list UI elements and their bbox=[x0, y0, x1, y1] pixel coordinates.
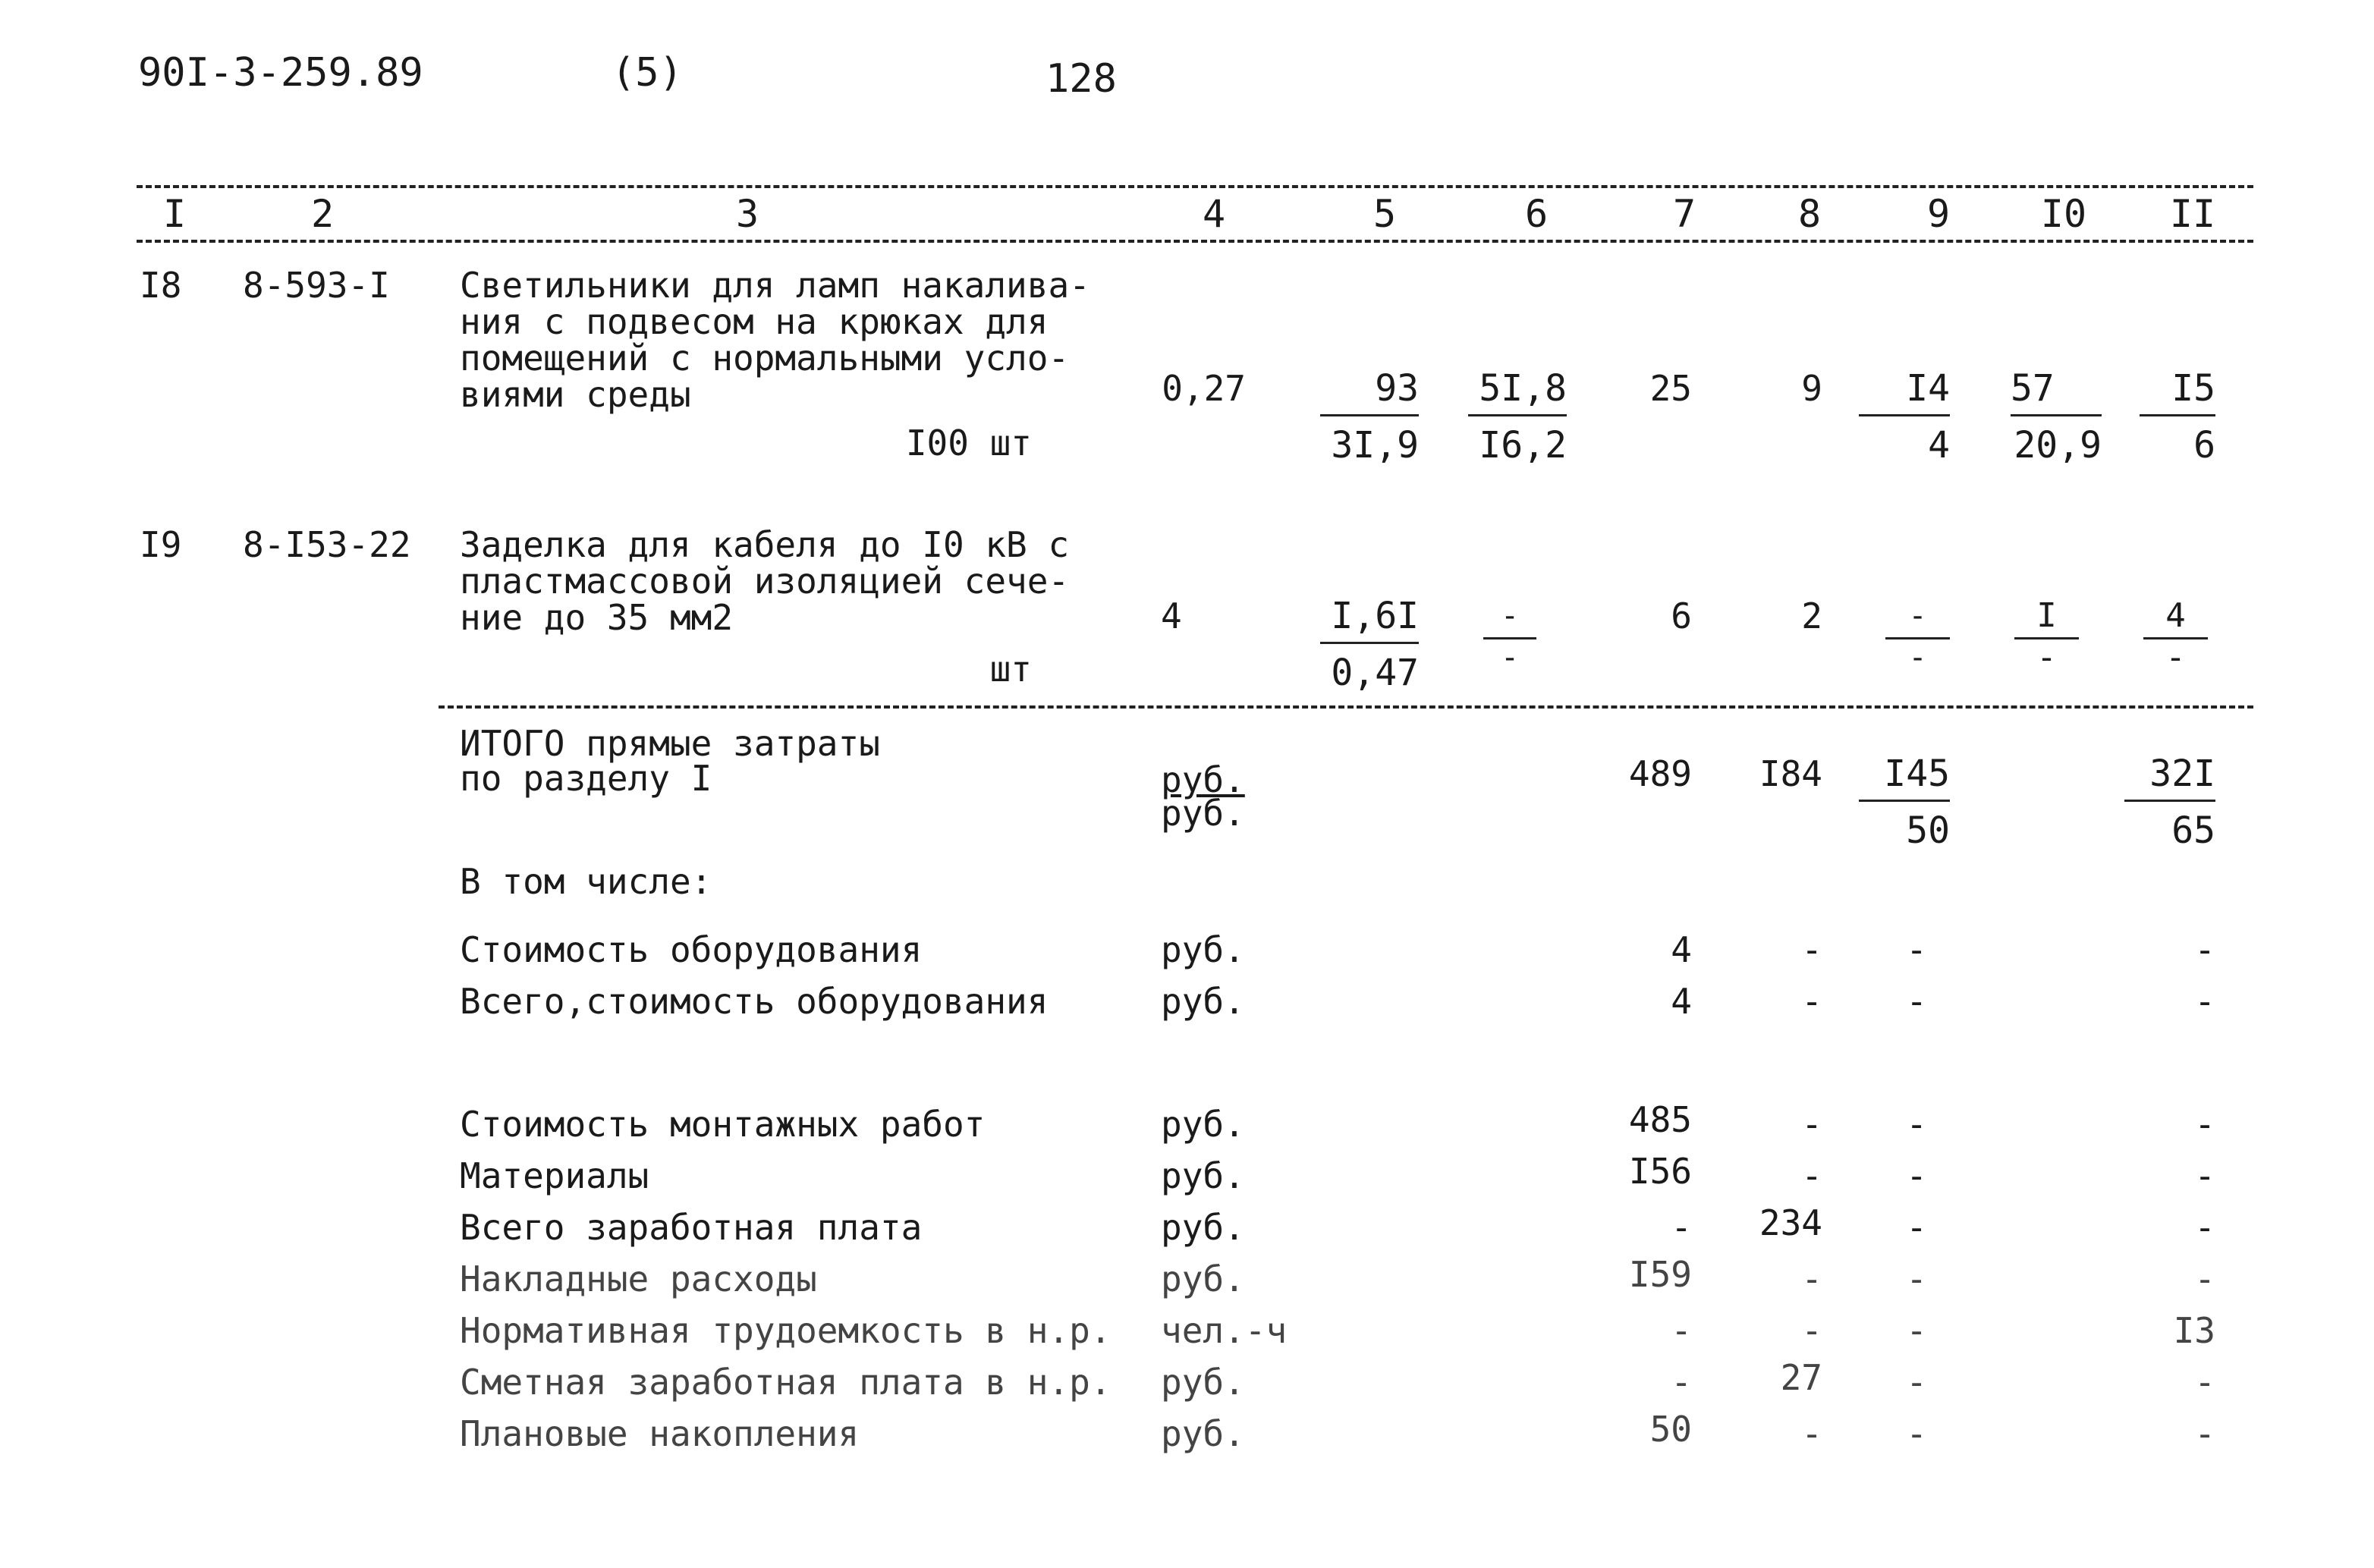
summary-label: Накладные расходы bbox=[460, 1258, 817, 1299]
labor-total-fraction bbox=[2140, 367, 2215, 467]
totals-wage: I84 bbox=[1759, 753, 1822, 794]
fraction-numerator: I4 bbox=[1859, 370, 1950, 416]
summary-c8: 27 bbox=[1780, 1357, 1822, 1398]
item-description-line: ние до 35 мм2 bbox=[460, 597, 734, 638]
summary-c8: - bbox=[1801, 981, 1822, 1022]
totals-unit: руб. bbox=[1161, 793, 1245, 834]
summary-c11: - bbox=[2194, 929, 2215, 970]
fraction-denominator: 20,9 bbox=[2014, 424, 2102, 467]
column-header-11: II bbox=[2169, 192, 2216, 236]
summary-c11: - bbox=[2194, 981, 2215, 1022]
fraction-numerator: I bbox=[2014, 598, 2079, 639]
labor-fraction bbox=[2011, 367, 2102, 467]
wage-cost: 2 bbox=[1801, 595, 1822, 636]
row-number: I9 bbox=[140, 524, 182, 565]
summary-c8: - bbox=[1801, 1155, 1822, 1196]
totals-cost: 489 bbox=[1628, 753, 1692, 794]
fraction-numerator: 32I bbox=[2124, 756, 2215, 802]
fraction-denominator: 3I,9 bbox=[1331, 424, 1419, 467]
summary-c7: I56 bbox=[1628, 1151, 1692, 1192]
summary-c7: - bbox=[1671, 1207, 1692, 1248]
summary-c9: - bbox=[1906, 929, 1927, 970]
summary-unit: руб. bbox=[1161, 1258, 1245, 1299]
summary-label: Всего,стоимость оборудования bbox=[460, 981, 1049, 1022]
page-number: 128 bbox=[1046, 56, 1117, 102]
unit-cost-fraction bbox=[1320, 367, 1419, 467]
item-description-line: пластмассовой изоляцией сече- bbox=[460, 561, 1070, 602]
item-description-line: Светильники для ламп накалива- bbox=[460, 265, 1090, 306]
summary-unit: руб. bbox=[1161, 981, 1245, 1022]
unit-cost-fraction bbox=[1483, 598, 1536, 676]
fraction-denominator: 0,47 bbox=[1331, 652, 1419, 694]
column-header-8: 8 bbox=[1797, 192, 1822, 236]
summary-c8: - bbox=[1801, 929, 1822, 970]
summary-c11: - bbox=[2194, 1413, 2215, 1454]
fraction-numerator: 4 bbox=[2143, 598, 2208, 639]
summary-c9: - bbox=[1906, 1104, 1927, 1145]
summary-c9: - bbox=[1906, 1155, 1927, 1196]
summary-c11: I3 bbox=[2173, 1310, 2215, 1351]
totals-labor-fraction bbox=[2124, 753, 2215, 852]
summary-c8: - bbox=[1801, 1258, 1822, 1299]
summary-label: Материалы bbox=[460, 1155, 649, 1196]
summary-c8: 234 bbox=[1759, 1202, 1822, 1243]
summary-c9: - bbox=[1906, 1258, 1927, 1299]
summary-c11: - bbox=[2194, 1362, 2215, 1403]
fraction-numerator: I,6I bbox=[1320, 598, 1419, 644]
fraction-denominator: I6,2 bbox=[1479, 424, 1567, 467]
fraction-numerator: 93 bbox=[1320, 370, 1419, 416]
row-number: I8 bbox=[140, 265, 182, 306]
column-header-7: 7 bbox=[1672, 192, 1696, 236]
machine-cost-fraction bbox=[1885, 598, 1950, 676]
summary-c11: - bbox=[2194, 1104, 2215, 1145]
measure-unit: I00 шт bbox=[905, 423, 1032, 463]
quantity: 4 bbox=[1161, 595, 1182, 636]
column-header-3: 3 bbox=[735, 192, 759, 236]
summary-c11: - bbox=[2194, 1207, 2215, 1248]
fraction-numerator: 57 bbox=[2011, 370, 2102, 416]
summary-unit: руб. bbox=[1161, 1362, 1245, 1403]
summary-c7: 4 bbox=[1671, 981, 1692, 1022]
totals-divider bbox=[439, 705, 2253, 709]
column-header-9: 9 bbox=[1926, 192, 1951, 236]
summary-label: Всего заработная плата bbox=[460, 1207, 923, 1248]
summary-c7: - bbox=[1671, 1310, 1692, 1351]
measure-unit: шт bbox=[989, 649, 1032, 690]
total-cost: 6 bbox=[1671, 595, 1692, 636]
header-rule-top bbox=[137, 185, 2253, 188]
summary-c8: - bbox=[1801, 1413, 1822, 1454]
fraction-denominator: 50 bbox=[1906, 809, 1950, 852]
totals-label-line: ИТОГО прямые затраты bbox=[460, 723, 880, 764]
summary-c8: - bbox=[1801, 1104, 1822, 1145]
summary-label: Стоимость монтажных работ bbox=[460, 1104, 986, 1145]
machine-cost-fraction bbox=[1859, 367, 1950, 467]
unit-cost-fraction bbox=[1468, 367, 1567, 467]
summary-c8: - bbox=[1801, 1310, 1822, 1351]
fraction-denominator: 6 bbox=[2193, 424, 2215, 467]
column-header-6: 6 bbox=[1524, 192, 1549, 236]
item-description-line: Заделка для кабеля до I0 кВ с bbox=[460, 524, 1070, 565]
summary-label: Нормативная трудоемкость в н.р. bbox=[460, 1310, 1112, 1351]
fraction-numerator: - bbox=[1885, 598, 1950, 639]
item-description-line: виями среды bbox=[460, 374, 691, 415]
fraction-denominator: - bbox=[1500, 640, 1520, 675]
header-rule-bottom bbox=[137, 240, 2253, 243]
summary-c7: - bbox=[1671, 1362, 1692, 1403]
quantity: 0,27 bbox=[1162, 368, 1246, 409]
summary-c7: I59 bbox=[1628, 1254, 1692, 1295]
fraction-numerator: I45 bbox=[1859, 756, 1950, 802]
column-header-5: 5 bbox=[1373, 192, 1397, 236]
summary-unit: руб. bbox=[1161, 929, 1245, 970]
including-label: В том числе: bbox=[460, 861, 712, 902]
summary-unit: руб. bbox=[1161, 1104, 1245, 1145]
item-description-line: помещений с нормальными усло- bbox=[460, 338, 1070, 379]
totals-unit: руб. bbox=[1161, 759, 1245, 800]
summary-c9: - bbox=[1906, 1413, 1927, 1454]
fraction-numerator: - bbox=[1483, 598, 1536, 639]
summary-c7: 4 bbox=[1671, 929, 1692, 970]
summary-c9: - bbox=[1906, 1310, 1927, 1351]
rate-code: 8-593-I bbox=[243, 265, 390, 306]
document-code: 90I-3-259.89 bbox=[138, 50, 423, 96]
summary-label: Сметная заработная плата в н.р. bbox=[460, 1362, 1112, 1403]
fraction-numerator: 5I,8 bbox=[1468, 370, 1567, 416]
fraction-denominator: - bbox=[2036, 638, 2057, 677]
rate-code: 8-I53-22 bbox=[243, 524, 411, 565]
item-description-line: ния с подвесом на крюках для bbox=[460, 301, 1049, 342]
summary-unit: руб. bbox=[1161, 1155, 1245, 1196]
summary-label: Стоимость оборудования bbox=[460, 929, 923, 970]
summary-c9: - bbox=[1906, 1207, 1927, 1248]
summary-c7: 485 bbox=[1628, 1099, 1692, 1140]
fraction-denominator: 65 bbox=[2171, 809, 2215, 852]
column-header-10: I0 bbox=[2040, 192, 2087, 236]
summary-c11: - bbox=[2194, 1155, 2215, 1196]
column-header-2: 2 bbox=[310, 192, 335, 236]
summary-c7: 50 bbox=[1649, 1409, 1692, 1450]
summary-c9: - bbox=[1906, 981, 1927, 1022]
totals-machine-fraction bbox=[1859, 753, 1950, 852]
column-header-1: I bbox=[162, 192, 187, 236]
labor-total-fraction bbox=[2143, 598, 2208, 676]
summary-unit: руб. bbox=[1161, 1413, 1245, 1454]
wage-cost: 9 bbox=[1801, 368, 1822, 409]
document-issue: (5) bbox=[612, 50, 683, 96]
summary-label: Плановые накопления bbox=[460, 1413, 860, 1454]
fraction-denominator: 4 bbox=[1928, 424, 1950, 467]
summary-unit: руб. bbox=[1161, 1207, 1245, 1248]
fraction-numerator: I5 bbox=[2140, 370, 2215, 416]
unit-cost-fraction bbox=[1320, 595, 1419, 694]
summary-c9: - bbox=[1906, 1362, 1927, 1403]
total-cost: 25 bbox=[1649, 368, 1692, 409]
summary-unit: чел.-ч bbox=[1161, 1310, 1288, 1351]
fraction-denominator: - bbox=[2165, 638, 2186, 677]
column-header-4: 4 bbox=[1202, 192, 1226, 236]
summary-c11: - bbox=[2194, 1258, 2215, 1299]
fraction-denominator: - bbox=[1908, 640, 1927, 675]
totals-label-line: по разделу I bbox=[460, 758, 712, 799]
labor-fraction bbox=[2014, 598, 2079, 676]
